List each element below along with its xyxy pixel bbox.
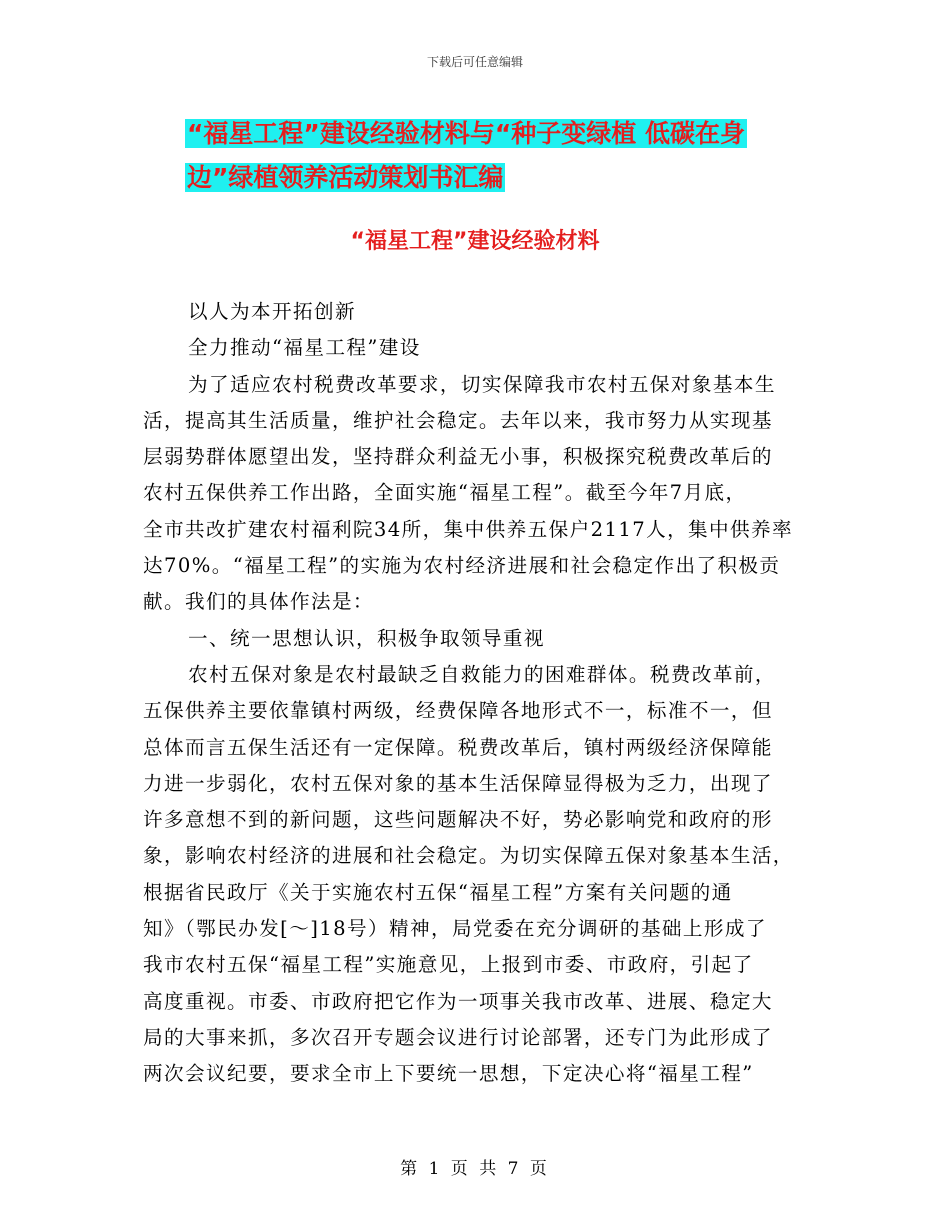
body-line: 五保供养主要依靠镇村两级，经费保障各地形式不一，标准不一，但 <box>143 699 773 723</box>
body-line: 达70%。“福星工程”的实施为农村经济进展和社会稳定作出了积极贡 <box>143 554 781 578</box>
title-line-1-text: “福星工程”建设经验材料与“种子变绿植 低碳在身 <box>187 119 745 148</box>
body-line: 一、统一思想认识，积极争取领导重视 <box>188 626 545 650</box>
body-line: 总体而言五保生活还有一定保障。税费改革后，镇村两级经济保障能 <box>143 735 773 759</box>
page-header: 下载后可任意编辑 <box>426 55 523 69</box>
body-text <box>143 294 811 1093</box>
body-line: 力进一步弱化，农村五保对象的基本生活保障显得极为乏力，出现了 <box>143 771 773 795</box>
body-line: 全力推动“福星工程”建设 <box>188 336 421 360</box>
title-line-1 <box>185 112 815 156</box>
body-line: 高度重视。市委、市政府把它作为一项事关我市改革、进展、稳定大 <box>143 989 773 1013</box>
body-line: 知》（鄂民办发[～]18号）精神，局党委在充分调研的基础上形成了 <box>143 917 767 941</box>
section-title: “福星工程”建设经验材料 <box>350 229 600 254</box>
body-line: 层弱势群体愿望出发，坚持群众利益无小事，积极探究税费改革后的 <box>143 445 773 469</box>
body-line: 象，影响农村经济的进展和社会稳定。为切实保障五保对象基本生活， <box>143 844 794 868</box>
body-line: 根据省民政厅《关于实施农村五保“福星工程”方案有关问题的通 <box>143 880 733 904</box>
body-line: 以人为本开拓创新 <box>188 300 356 323</box>
body-line: 许多意想不到的新问题，这些问题解决不好，势必影响党和政府的形 <box>143 808 773 832</box>
body-line: 献。我们的具体作法是： <box>143 590 374 614</box>
title-line-2 <box>185 156 815 200</box>
document-title <box>185 112 815 200</box>
page-footer: 第 1 页 共 7 页 <box>400 1159 550 1179</box>
body-line: 农村五保供养工作出路，全面实施“福星工程”。截至今年7月底， <box>143 481 747 505</box>
body-line: 活，提高其生活质量，维护社会稳定。去年以来，我市努力从实现基 <box>143 408 773 432</box>
body-line: 全市共改扩建农村福利院34所，集中供养五保户2117人，集中供养率 <box>143 517 794 541</box>
title-line-2-text: 边”绿植领养活动策划书汇编 <box>187 163 504 192</box>
body-line: 我市农村五保“福星工程”实施意见，上报到市委、市政府，引起了 <box>143 953 754 977</box>
body-line: 农村五保对象是农村最缺乏自救能力的困难群体。税费改革前， <box>188 662 776 686</box>
body-line: 两次会议纪要，要求全市上下要统一思想，下定决心将“福星工程” <box>143 1062 754 1086</box>
body-line: 为了适应农村税费改革要求，切实保障我市农村五保对象基本生 <box>188 372 776 396</box>
body-line: 局的大事来抓，多次召开专题会议进行讨论部署，还专门为此形成了 <box>143 1025 773 1049</box>
